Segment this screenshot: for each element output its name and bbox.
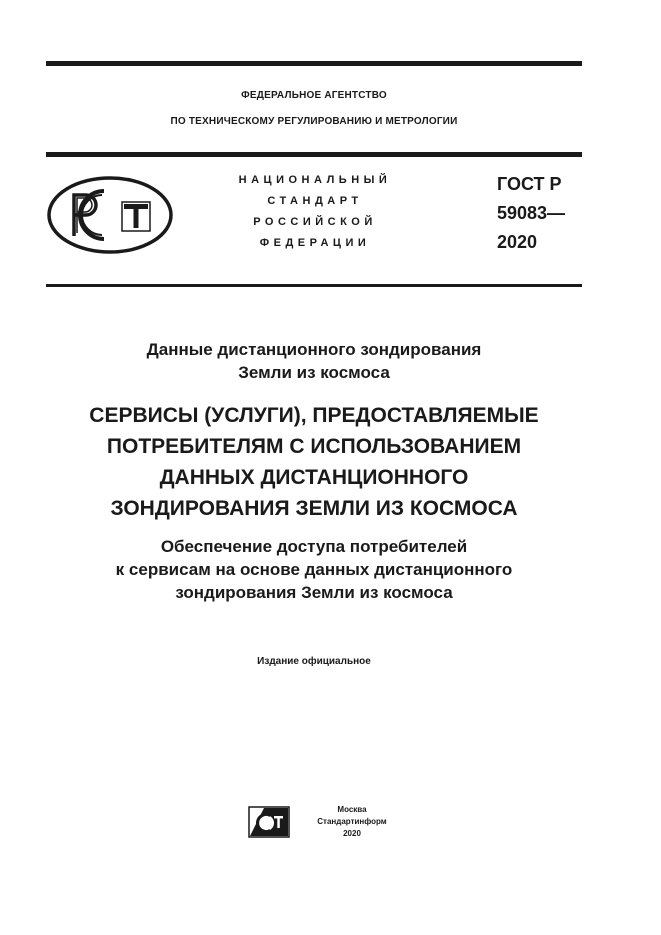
main-title-line: ДАННЫХ ДИСТАНЦИОННОГО <box>159 466 469 489</box>
edition-label: Издание официальное <box>257 656 371 667</box>
agency-line-2: ПО ТЕХНИЧЕСКОМУ РЕГУЛИРОВАНИЮ И МЕТРОЛОГИИ <box>170 116 458 127</box>
national-standard-line: РОССИЙСКОЙ <box>253 216 377 228</box>
series-title <box>46 338 582 384</box>
imprint-city: Москва <box>337 805 367 814</box>
national-standard-line: НАЦИОНАЛЬНЫЙ <box>238 174 392 186</box>
main-title-line: ПОТРЕБИТЕЛЯМ С ИСПОЛЬЗОВАНИЕМ <box>106 435 522 458</box>
main-title-line: СЕРВИСЫ (УСЛУГИ), ПРЕДОСТАВЛЯЕМЫЕ <box>89 404 539 427</box>
series-title-line: Данные дистанционного зондирования <box>146 340 482 359</box>
main-title <box>46 400 582 524</box>
part-title <box>46 535 582 604</box>
part-title-line: зондирования Земли из космоса <box>175 583 453 602</box>
agency-line-1: ФЕДЕРАЛЬНОЕ АГЕНТСТВО <box>241 90 387 101</box>
part-title-line: к сервисам на основе данных дистанционного <box>115 560 513 579</box>
national-standard-line: СТАНДАРТ <box>267 195 363 207</box>
bottom-rule <box>46 284 582 287</box>
standard-designation <box>497 170 587 257</box>
designation-line: 2020 <box>497 232 538 252</box>
designation-line: ГОСТ Р <box>497 174 562 194</box>
publisher-logo-icon <box>248 806 290 838</box>
part-title-line: Обеспечение доступа потребителей <box>160 537 468 556</box>
series-title-line: Земли из космоса <box>238 363 390 382</box>
imprint <box>304 804 400 840</box>
top-rule <box>46 61 582 66</box>
national-standard-label <box>208 170 422 254</box>
gost-r-logo-icon <box>46 175 174 255</box>
imprint-publisher: Стандартинформ <box>317 817 387 826</box>
middle-rule <box>46 152 582 157</box>
imprint-year: 2020 <box>343 829 361 838</box>
main-title-line: ЗОНДИРОВАНИЯ ЗЕМЛИ ИЗ КОСМОСА <box>110 497 518 520</box>
designation-line: 59083— <box>497 203 566 223</box>
national-standard-line: ФЕДЕРАЦИИ <box>259 237 371 249</box>
